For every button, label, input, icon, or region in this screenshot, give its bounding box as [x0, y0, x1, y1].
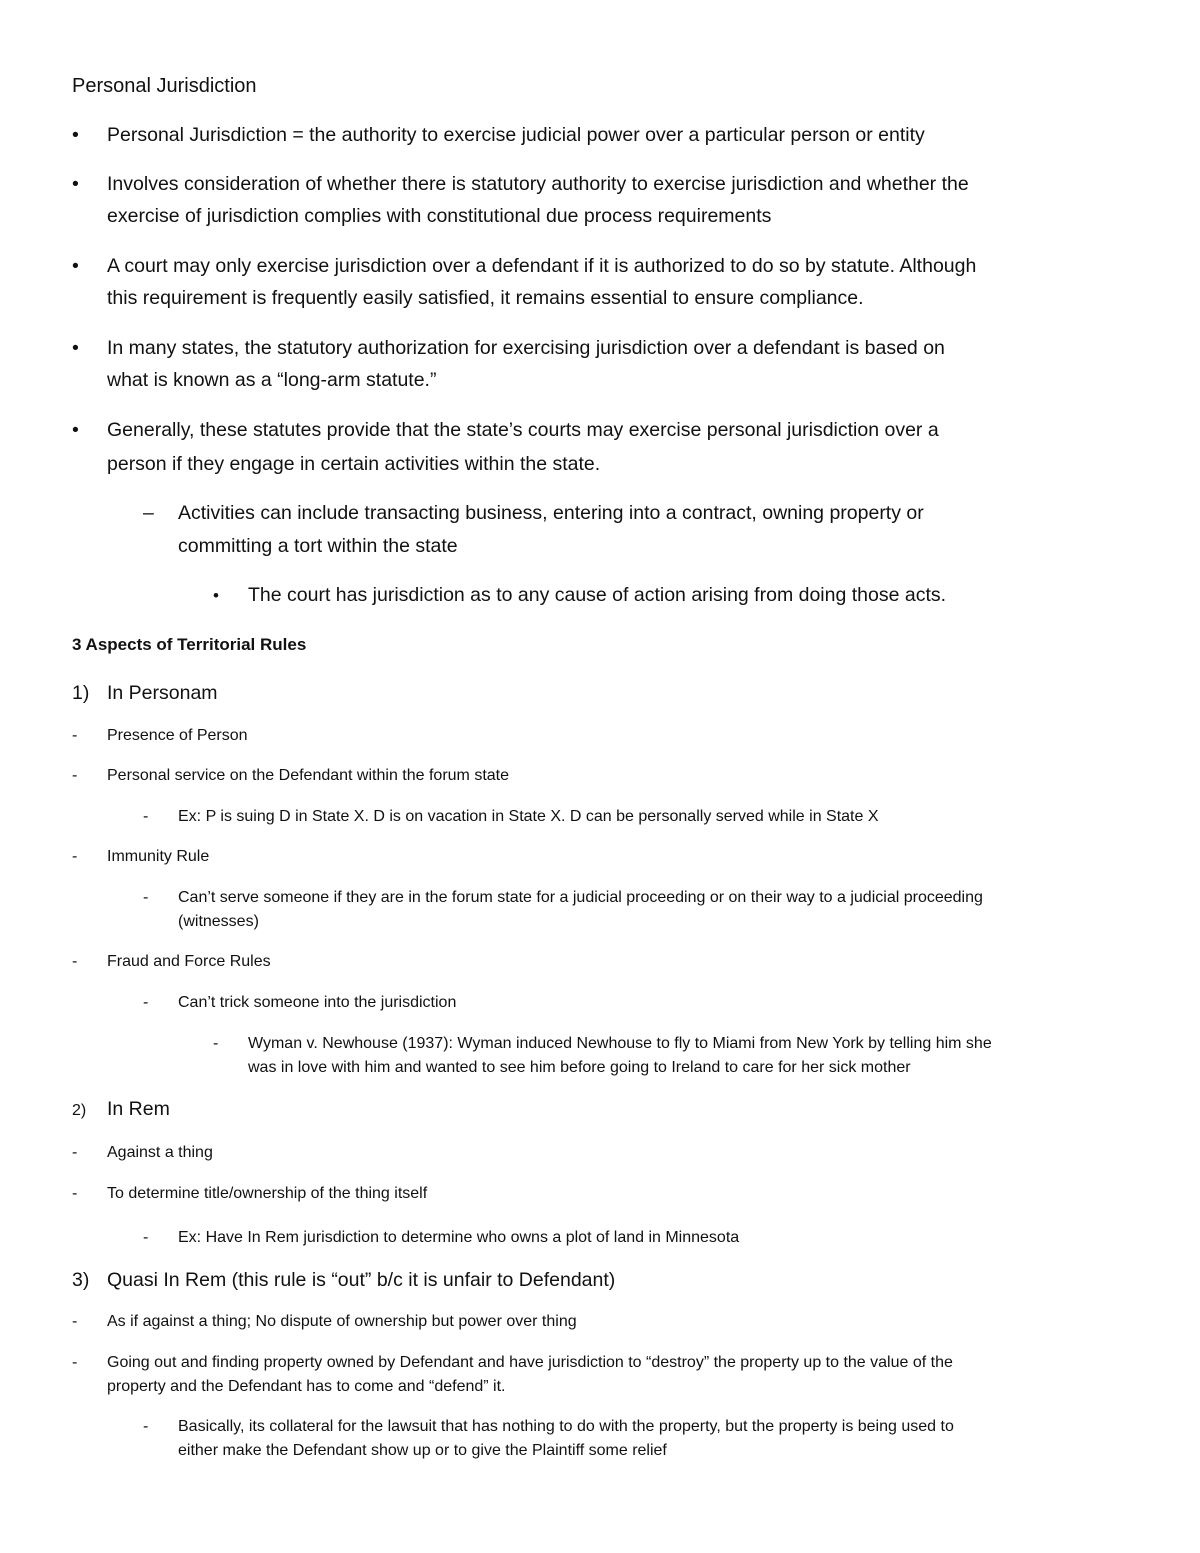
section-number: 3): [72, 1269, 90, 1291]
page-title: Personal Jurisdiction: [72, 75, 257, 97]
list-item: As if against a thing; No dispute of ownership but power over thing: [107, 1313, 577, 1330]
section-heading-quasi-in-rem: Quasi In Rem (this rule is “out” b/c it is unfair to Defendant): [107, 1269, 616, 1291]
bullet-text: Personal Jurisdiction = the authority to exercise judicial power over a particular person or entity: [107, 124, 925, 146]
dash-marker: -: [72, 1185, 78, 1202]
dash-marker: -: [143, 889, 149, 906]
bullet-marker: •: [213, 586, 219, 605]
bullet-text: In many states, the statutory authorization for exercising jurisdiction over a defendant is based on: [107, 337, 945, 359]
dash-item-text: committing a tort within the state: [178, 535, 458, 557]
bullet-text: person if they engage in certain activities within the state.: [107, 453, 601, 475]
dash-marker: -: [72, 727, 78, 744]
list-item: Basically, its collateral for the lawsuit that has nothing to do with the property, but the property is being used to: [178, 1418, 954, 1435]
bullet-marker: •: [72, 124, 79, 146]
bullet-marker: •: [72, 173, 79, 195]
list-item: Going out and finding property owned by Defendant and have jurisdiction to “destroy” the property up to the value of the: [107, 1354, 953, 1371]
bullet-marker: •: [72, 419, 79, 441]
list-item: Can’t trick someone into the jurisdiction: [178, 994, 457, 1011]
list-item: Presence of Person: [107, 727, 248, 744]
list-item: either make the Defendant show up or to give the Plaintiff some relief: [178, 1442, 667, 1459]
bullet-text: exercise of jurisdiction complies with constitutional due process requirements: [107, 205, 772, 227]
bullet-text: what is known as a “long-arm statute.”: [107, 369, 437, 391]
list-item: Ex: P is suing D in State X. D is on vacation in State X. D can be personally served while in State X: [178, 808, 879, 825]
list-item: Fraud and Force Rules: [107, 953, 271, 970]
list-item: Against a thing: [107, 1144, 213, 1161]
bullet-marker: •: [72, 255, 79, 277]
list-item: Immunity Rule: [107, 848, 210, 865]
list-item: was in love with him and wanted to see him before going to Ireland to care for her sick mother: [248, 1059, 911, 1076]
list-item: Personal service on the Defendant within the forum state: [107, 767, 509, 784]
list-item: property and the Defendant has to come and “defend” it.: [107, 1378, 506, 1395]
list-item: Wyman v. Newhouse (1937): Wyman induced Newhouse to fly to Miami from New York by telling him she: [248, 1035, 992, 1052]
dash-marker: -: [143, 1229, 149, 1246]
dash-marker: –: [143, 502, 154, 524]
section-heading-in-personam: In Personam: [107, 682, 218, 704]
bullet-text: this requirement is frequently easily satisfied, it remains essential to ensure compliance.: [107, 287, 864, 309]
section-heading: 3 Aspects of Territorial Rules: [72, 635, 307, 654]
list-item: Can’t serve someone if they are in the forum state for a judicial proceeding or on their way to a judicial proceeding: [178, 889, 983, 906]
list-item: (witnesses): [178, 913, 259, 930]
dash-marker: -: [72, 1313, 78, 1330]
bullet-text: Involves consideration of whether there is statutory authority to exercise jurisdiction and whether the: [107, 173, 969, 195]
dash-marker: -: [143, 1418, 149, 1435]
section-number: 1): [72, 682, 90, 704]
section-number: 2): [72, 1102, 87, 1119]
dash-marker: -: [72, 1144, 78, 1161]
dash-marker: -: [213, 1035, 219, 1052]
dash-marker: -: [143, 994, 149, 1011]
dash-marker: -: [72, 848, 78, 865]
list-item: To determine title/ownership of the thing itself: [107, 1185, 428, 1202]
bullet-text: Generally, these statutes provide that the state’s courts may exercise personal jurisdiction over a: [107, 419, 939, 441]
list-item: Ex: Have In Rem jurisdiction to determine who owns a plot of land in Minnesota: [178, 1229, 740, 1246]
sub-bullet-text: The court has jurisdiction as to any cause of action arising from doing those acts.: [248, 584, 947, 606]
dash-marker: -: [72, 953, 78, 970]
dash-marker: -: [72, 767, 78, 784]
section-heading-in-rem: In Rem: [107, 1098, 170, 1120]
dash-item-text: Activities can include transacting business, entering into a contract, owning property or: [178, 502, 924, 524]
dash-marker: -: [72, 1354, 78, 1371]
bullet-marker: •: [72, 337, 79, 359]
dash-marker: -: [143, 808, 149, 825]
bullet-text: A court may only exercise jurisdiction over a defendant if it is authorized to do so by statute. Although: [107, 255, 977, 277]
